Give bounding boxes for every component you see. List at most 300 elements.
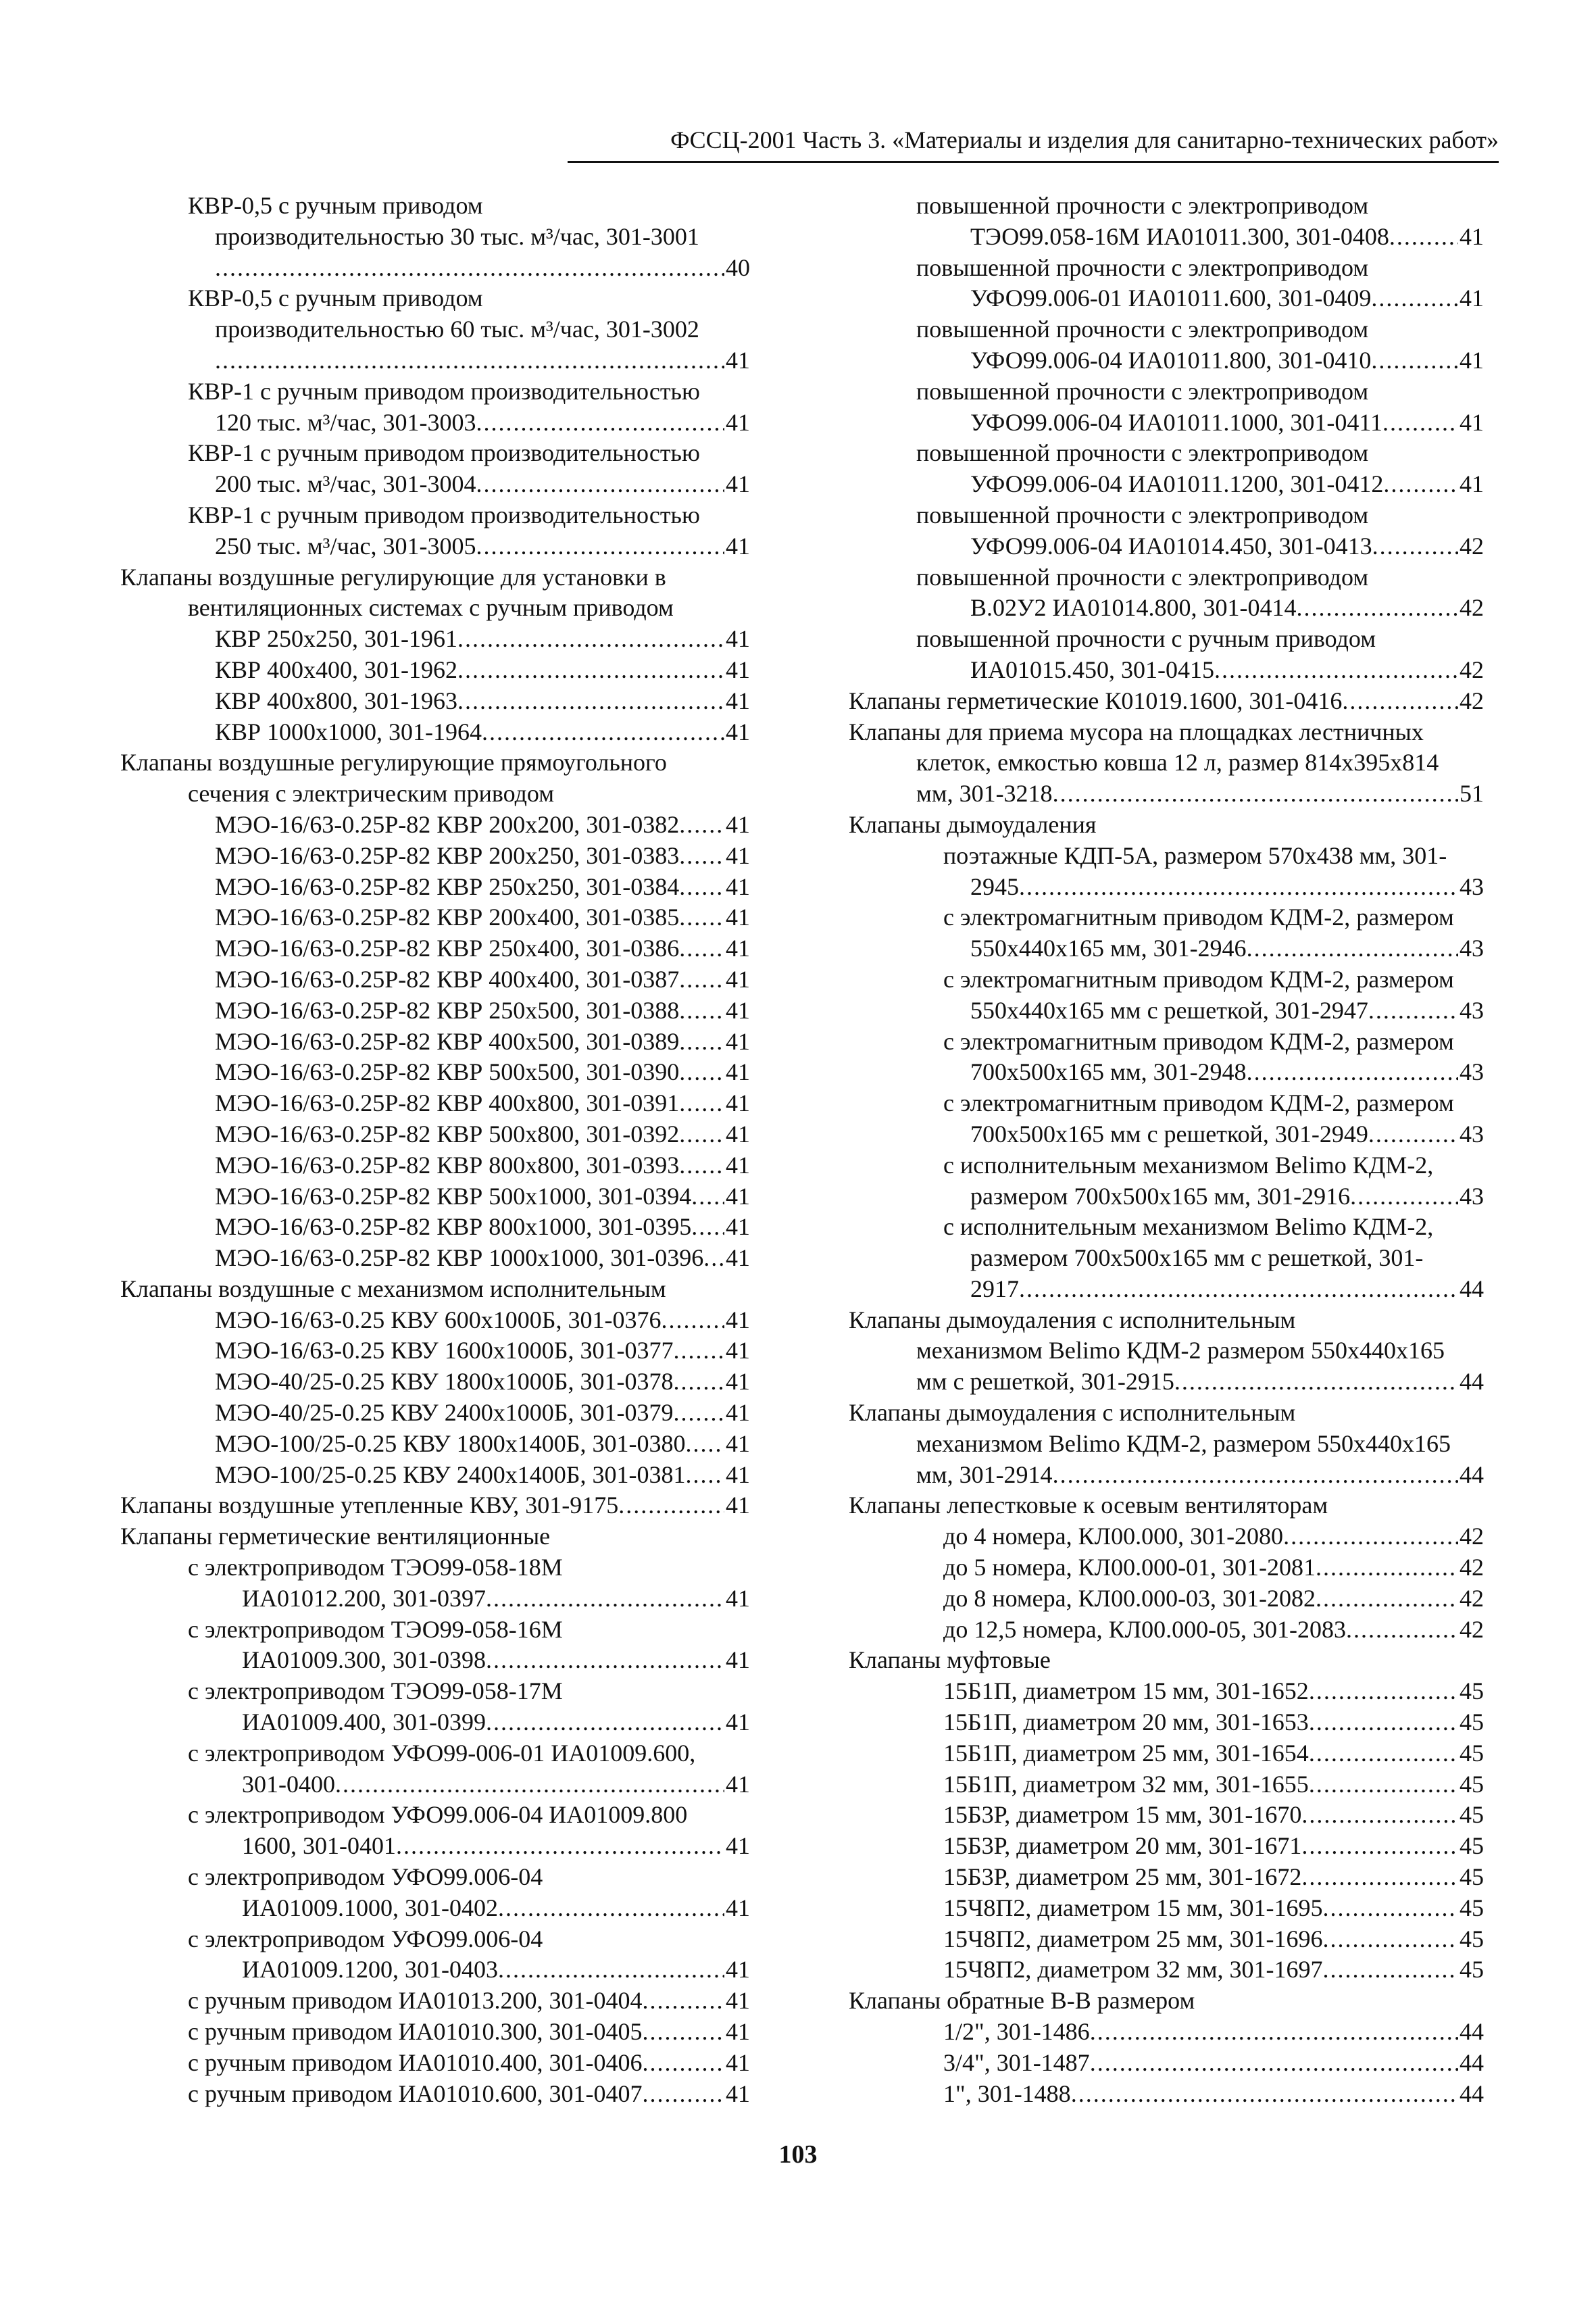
index-entry (849, 1707, 1484, 1738)
index-entry (849, 1398, 1484, 1429)
entry-page-number: 42 (1460, 656, 1484, 683)
dot-leader (1019, 1274, 1458, 1305)
entry-text: производительностью 60 тыс. м³/час, 301-3002 (215, 316, 699, 343)
dot-leader (685, 1429, 724, 1460)
dot-leader (1323, 1893, 1458, 1924)
dot-leader (703, 1243, 724, 1274)
entry-text: 15Б3Р, диаметром 20 мм, 301-1671 (943, 1832, 1302, 1860)
dot-leader (1371, 283, 1458, 314)
entry-page-number: 41 (726, 2079, 750, 2107)
index-entry (849, 1027, 1484, 1058)
dot-leader (691, 1181, 724, 1212)
entry-page-number: 44 (1460, 1368, 1484, 1396)
entry-page-number: 41 (726, 532, 750, 560)
entry-text: мм с решеткой, 301-2915 (916, 1368, 1174, 1396)
index-entry (849, 1335, 1484, 1367)
index-entry (849, 1676, 1484, 1707)
dot-leader (482, 717, 724, 748)
entry-text: Клапаны воздушные с механизмом исполнительным (120, 1275, 666, 1302)
dot-leader (679, 1088, 724, 1119)
entry-page-number: 44 (1460, 2018, 1484, 2046)
entry-text: УФО99.006-04 ИА01011.1200, 301-0412 (970, 470, 1384, 498)
entry-page-number: 41 (726, 718, 750, 745)
dot-leader (1301, 1862, 1458, 1893)
entry-text: с электроприводом УФО99.006-04 (188, 1863, 543, 1891)
index-entry (849, 686, 1484, 717)
entry-text: Клапаны герметические К01019.1600, 301-0416 (849, 687, 1343, 714)
index-entry (120, 1335, 750, 1367)
index-entry (849, 1490, 1484, 1521)
entry-text: до 4 номера, КЛ00.000, 301-2080 (943, 1523, 1284, 1550)
index-entry (120, 1150, 750, 1181)
entry-text: с электроприводом ТЭО99-058-18М (188, 1554, 563, 1581)
index-entry (849, 345, 1484, 376)
index-entry (120, 1305, 750, 1336)
dot-leader (643, 2048, 725, 2079)
entry-text: Клапаны воздушные утепленные КВУ, 301-9175 (120, 1492, 619, 1519)
entry-page-number: 41 (726, 1182, 750, 1210)
entry-text: повышенной прочности с электроприводом (916, 501, 1369, 528)
dot-leader (1090, 2017, 1458, 2048)
entry-text: размером 700х500х165 мм с решеткой, 301- (970, 1244, 1424, 1272)
index-entry (120, 841, 750, 872)
entry-page-number: 45 (1460, 1925, 1484, 1952)
dot-leader (486, 1583, 724, 1615)
entry-text: 1/2", 301-1486 (943, 2018, 1090, 2046)
dot-leader (661, 1305, 724, 1336)
dot-leader (1383, 469, 1458, 500)
entry-page-number: 41 (726, 1027, 750, 1055)
dot-leader (679, 1027, 724, 1058)
entry-text: 15Ч8П2, диаметром 32 мм, 301-1697 (943, 1956, 1323, 1984)
index-entry (120, 810, 750, 841)
entry-text: МЭО-16/63-0.25Р-82 КВР 800х800, 301-0393 (215, 1151, 680, 1179)
entry-text: повышенной прочности с электроприводом (916, 192, 1369, 219)
index-entry (849, 1305, 1484, 1336)
dot-leader (673, 1335, 724, 1367)
dot-leader (679, 1119, 724, 1150)
dot-leader (1214, 655, 1458, 686)
dot-leader (691, 1212, 724, 1243)
entry-text: Клапаны дымоудаления с исполнительным (849, 1306, 1296, 1333)
dot-leader (486, 1707, 724, 1738)
index-entry (120, 1893, 750, 1924)
entry-text: 15Б1П, диаметром 15 мм, 301-1652 (943, 1677, 1309, 1705)
index-entry (120, 1800, 750, 1831)
entry-page-number: 41 (1460, 222, 1484, 250)
index-entry (120, 933, 750, 964)
entry-text: МЭО-16/63-0.25Р-82 КВР 400х800, 301-0391 (215, 1089, 680, 1117)
entry-page-number: 41 (726, 1120, 750, 1148)
index-entry (849, 964, 1484, 995)
entry-page-number: 41 (726, 935, 750, 962)
dot-leader (1071, 2079, 1458, 2110)
entry-text: УФО99.006-01 ИА01011.600, 301-0409 (970, 285, 1372, 312)
entry-page-number: 41 (726, 1492, 750, 1519)
entry-page-number: 42 (1460, 687, 1484, 714)
dot-leader (673, 1367, 724, 1398)
entry-text: с исполнительным механизмом Belimo КДМ-2, (943, 1151, 1434, 1179)
entry-page-number: 41 (726, 687, 750, 714)
entry-page-number: 44 (1460, 1460, 1484, 1488)
index-entry (849, 655, 1484, 686)
entry-text: КВР 250х250, 301-1961 (215, 625, 458, 653)
entry-text: ИА01012.200, 301-0397 (242, 1584, 486, 1612)
index-entry (849, 2048, 1484, 2079)
dot-leader (335, 1769, 724, 1800)
entry-page-number: 42 (1460, 1523, 1484, 1550)
entry-page-number: 41 (726, 2018, 750, 2046)
entry-text: Клапаны дымоудаления (849, 810, 1097, 838)
entry-page-number: 43 (1460, 1058, 1484, 1086)
entry-text: ИА01009.1200, 301-0403 (242, 1956, 498, 1984)
entry-page-number: 43 (1460, 935, 1484, 962)
index-entry (120, 2048, 750, 2079)
entry-text: производительностью 30 тыс. м³/час, 301-3001 (215, 222, 699, 250)
index-entry (120, 500, 750, 531)
dot-leader (215, 253, 724, 284)
index-entry (120, 1769, 750, 1800)
dot-leader (1323, 1954, 1458, 1986)
index-entry (849, 995, 1484, 1027)
entry-page-number: 43 (1460, 872, 1484, 900)
dot-leader (679, 902, 724, 933)
index-entry (120, 1831, 750, 1862)
entry-page-number: 41 (726, 1213, 750, 1241)
dot-leader (643, 1986, 725, 2017)
entry-text: до 5 номера, КЛ00.000-01, 301-2081 (943, 1554, 1316, 1581)
entry-page-number: 41 (726, 1460, 750, 1488)
index-entry (849, 469, 1484, 500)
index-entry (849, 1769, 1484, 1800)
entry-text: поэтажные КДП-5А, размером 570х438 мм, 301- (943, 841, 1447, 869)
entry-text: КВР-1 с ручным приводом производительностью (188, 439, 700, 467)
entry-page-number: 45 (1460, 1801, 1484, 1829)
index-column-left (120, 191, 750, 2109)
dot-leader (215, 345, 724, 376)
dot-leader (679, 1150, 724, 1181)
entry-text: повышенной прочности с электроприводом (916, 439, 1369, 467)
dot-leader (1053, 1460, 1458, 1491)
entry-page-number: 41 (726, 346, 750, 374)
entry-text: 15Б3Р, диаметром 25 мм, 301-1672 (943, 1863, 1302, 1891)
entry-text: повышенной прочности с электроприводом (916, 563, 1369, 591)
entry-page-number: 41 (726, 1244, 750, 1272)
entry-page-number: 41 (726, 1429, 750, 1457)
entry-page-number: 41 (726, 1089, 750, 1117)
entry-page-number: 41 (1460, 346, 1484, 374)
entry-text: Клапаны герметические вентиляционные (120, 1523, 551, 1550)
dot-leader (1283, 1521, 1458, 1552)
index-entry (849, 1057, 1484, 1088)
index-entry (849, 1645, 1484, 1676)
entry-text: МЭО-16/63-0.25Р-82 КВР 400х400, 301-0387 (215, 965, 680, 993)
entry-text: до 8 номера, КЛ00.000-03, 301-2082 (943, 1584, 1316, 1612)
index-entry (120, 995, 750, 1027)
index-entry (120, 531, 750, 562)
entry-page-number: 41 (726, 1584, 750, 1612)
dot-leader (1301, 1831, 1458, 1862)
index-entry (849, 1954, 1484, 1986)
entry-page-number: 41 (726, 965, 750, 993)
index-entry (849, 872, 1484, 903)
entry-text: 700х500х165 мм с решеткой, 301-2949 (970, 1120, 1368, 1148)
entry-text: МЭО-16/63-0.25Р-82 КВР 250х400, 301-0386 (215, 935, 680, 962)
index-entry (849, 1583, 1484, 1615)
entry-page-number: 44 (1460, 1275, 1484, 1302)
index-entry (849, 841, 1484, 872)
index-entry (120, 1088, 750, 1119)
entry-page-number: 45 (1460, 1863, 1484, 1891)
entry-text: механизмом Belimo КДМ-2 размером 550х440х165 (916, 1337, 1445, 1364)
entry-page-number: 41 (726, 872, 750, 900)
index-entry (849, 1986, 1484, 2017)
dot-leader (1309, 1769, 1458, 1800)
entry-text: УФО99.006-04 ИА01011.800, 301-0410 (970, 346, 1372, 374)
index-entry (120, 1521, 750, 1552)
index-entry (120, 2017, 750, 2048)
entry-text: МЭО-16/63-0.25Р-82 КВР 250х250, 301-0384 (215, 872, 680, 900)
index-entry (849, 283, 1484, 314)
index-entry (849, 717, 1484, 748)
entry-text: 1", 301-1488 (943, 2079, 1071, 2107)
entry-text: МЭО-16/63-0.25Р-82 КВР 500х800, 301-0392 (215, 1120, 680, 1148)
index-entry (849, 747, 1484, 779)
index-entry (849, 1212, 1484, 1243)
dot-leader (673, 1398, 724, 1429)
entry-page-number: 45 (1460, 1832, 1484, 1860)
entry-text: ИА01009.400, 301-0399 (242, 1708, 486, 1736)
index-entry (849, 376, 1484, 408)
index-entry (120, 2079, 750, 2110)
entry-text: 1600, 301-0401 (242, 1832, 396, 1860)
index-entry (120, 593, 750, 624)
dot-leader (1019, 872, 1458, 903)
entry-text: ИА01009.1000, 301-0402 (242, 1894, 498, 1921)
entry-text: Клапаны дымоудаления с исполнительным (849, 1399, 1296, 1427)
index-entry (849, 902, 1484, 933)
index-entry (849, 531, 1484, 562)
entry-text: 2945 (970, 872, 1019, 900)
dot-leader (1296, 593, 1458, 624)
index-entry (849, 2079, 1484, 2110)
index-entry (120, 1181, 750, 1212)
index-entry (120, 686, 750, 717)
index-entry (120, 1862, 750, 1893)
index-entry (849, 1800, 1484, 1831)
index-entry (849, 2017, 1484, 2048)
entry-page-number: 41 (726, 1956, 750, 1984)
dot-leader (1301, 1800, 1458, 1831)
index-entry (120, 779, 750, 810)
index-entry (120, 1027, 750, 1058)
dot-leader (1368, 995, 1458, 1027)
index-entry (120, 222, 750, 253)
entry-text: 301-0400 (242, 1770, 335, 1798)
entry-text: мм, 301-2914 (916, 1460, 1053, 1488)
dot-leader (679, 810, 724, 841)
index-entry (120, 1924, 750, 1955)
index-entry (849, 438, 1484, 469)
index-entry (120, 902, 750, 933)
dot-leader (679, 933, 724, 964)
entry-page-number: 42 (1460, 1554, 1484, 1581)
index-entry (120, 253, 750, 284)
index-entry (849, 253, 1484, 284)
entry-text: повышенной прочности с электроприводом (916, 253, 1369, 281)
entry-page-number: 41 (726, 810, 750, 838)
index-entry (120, 624, 750, 655)
index-entry (120, 1645, 750, 1676)
entry-text: 15Б1П, диаметром 20 мм, 301-1653 (943, 1708, 1309, 1736)
entry-text: 550х440х165 мм с решеткой, 301-2947 (970, 996, 1368, 1024)
dot-leader (486, 1645, 724, 1676)
entry-text: УФО99.006-04 ИА01011.1000, 301-0411 (970, 408, 1382, 436)
entry-text: МЭО-40/25-0.25 КВУ 1800х1000Б, 301-0378 (215, 1368, 674, 1396)
dot-leader (643, 2017, 725, 2048)
index-entry (120, 1676, 750, 1707)
dot-leader (1350, 1181, 1458, 1212)
entry-text: с электромагнитным приводом КДМ-2, размером (943, 904, 1454, 931)
index-entry (120, 747, 750, 779)
dot-leader (1316, 1583, 1458, 1615)
index-entry (120, 1583, 750, 1615)
index-entry (849, 1181, 1484, 1212)
dot-leader (1323, 1924, 1458, 1955)
entry-text: КВР 400х800, 301-1963 (215, 687, 458, 714)
entry-text: КВР-0,5 с ручным приводом (188, 285, 483, 312)
dot-leader (1382, 408, 1458, 439)
dot-leader (679, 1057, 724, 1088)
entry-page-number: 41 (726, 841, 750, 869)
index-entry (120, 1552, 750, 1583)
entry-text: МЭО-16/63-0.25 КВУ 600х1000Б, 301-0376 (215, 1306, 662, 1333)
index-entry (849, 1150, 1484, 1181)
entry-page-number: 45 (1460, 1677, 1484, 1705)
dot-leader (679, 841, 724, 872)
index-entry (849, 1924, 1484, 1955)
entry-text: с ручным приводом ИА01013.200, 301-0404 (188, 1987, 643, 2015)
entry-text: КВР 1000х1000, 301-1964 (215, 718, 482, 745)
entry-page-number: 45 (1460, 1739, 1484, 1767)
entry-text: с ручным приводом ИА01010.400, 301-0406 (188, 2048, 643, 2076)
index-entry (120, 1243, 750, 1274)
entry-page-number: 42 (1460, 594, 1484, 622)
entry-page-number: 41 (726, 2048, 750, 2076)
entry-page-number: 41 (726, 656, 750, 683)
entry-page-number: 42 (1460, 1584, 1484, 1612)
index-entry (849, 1615, 1484, 1646)
dot-leader (1342, 686, 1458, 717)
entry-text: МЭО-16/63-0.25Р-82 КВР 400х500, 301-0389 (215, 1027, 680, 1055)
index-entry (120, 1212, 750, 1243)
entry-text: МЭО-16/63-0.25Р-82 КВР 200х400, 301-0385 (215, 904, 680, 931)
index-entry (120, 1274, 750, 1305)
entry-text: 15Б1П, диаметром 32 мм, 301-1655 (943, 1770, 1309, 1798)
entry-page-number: 41 (726, 1058, 750, 1086)
index-entry (849, 1243, 1484, 1274)
entry-page-number: 45 (1460, 1956, 1484, 1984)
dot-leader (618, 1490, 724, 1521)
index-entry (849, 314, 1484, 345)
entry-text: повышенной прочности с электроприводом (916, 316, 1369, 343)
entry-text: Клапаны воздушные регулирующие для установки в (120, 563, 666, 591)
dot-leader (1053, 779, 1458, 810)
dot-leader (1309, 1676, 1458, 1707)
entry-text: механизмом Belimo КДМ-2, размером 550х440х165 (916, 1429, 1451, 1457)
entry-text: 200 тыс. м³/час, 301-3004 (215, 470, 476, 498)
index-entry (849, 810, 1484, 841)
entry-page-number: 42 (1460, 1615, 1484, 1643)
index-entry (120, 1119, 750, 1150)
entry-text: с электроприводом УФО99.006-04 (188, 1925, 543, 1952)
entry-text: ИА01015.450, 301-0415 (970, 656, 1214, 683)
entry-text: сечения с электрическим приводом (188, 780, 555, 808)
entry-text: МЭО-16/63-0.25Р-82 КВР 250х500, 301-0388 (215, 996, 680, 1024)
entry-text: с электроприводом ТЭО99-058-17М (188, 1677, 563, 1705)
entry-text: МЭО-16/63-0.25Р-82 КВР 500х1000, 301-0394 (215, 1182, 692, 1210)
entry-text: с исполнительным механизмом Belimo КДМ-2, (943, 1213, 1434, 1241)
index-entry (849, 500, 1484, 531)
index-entry (120, 1367, 750, 1398)
dot-leader (643, 2079, 725, 2110)
entry-page-number: 44 (1460, 2048, 1484, 2076)
dot-leader (1389, 222, 1458, 253)
index-entry (120, 1398, 750, 1429)
entry-page-number: 41 (726, 1151, 750, 1179)
index-entry (120, 314, 750, 345)
entry-page-number: 43 (1460, 1182, 1484, 1210)
dot-leader (1372, 531, 1458, 562)
entry-page-number: 45 (1460, 1708, 1484, 1736)
entry-text: с электромагнитным приводом КДМ-2, размером (943, 965, 1454, 993)
index-entry (849, 1738, 1484, 1769)
entry-page-number: 41 (726, 1399, 750, 1427)
entry-text: КВР-1 с ручным приводом производительностью (188, 377, 700, 405)
dot-leader (1247, 933, 1458, 964)
dot-leader (1309, 1738, 1458, 1769)
entry-text: с электроприводом УФО99.006-04 ИА01009.800 (188, 1801, 688, 1829)
entry-text: 15Б1П, диаметром 25 мм, 301-1654 (943, 1739, 1309, 1767)
entry-text: КВР 400х400, 301-1962 (215, 656, 458, 683)
index-entry (120, 1986, 750, 2017)
entry-text: ИА01009.300, 301-0398 (242, 1646, 486, 1674)
entry-text: с электромагнитным приводом КДМ-2, размером (943, 1027, 1454, 1055)
index-entry (849, 408, 1484, 439)
index-entry (120, 562, 750, 593)
dot-leader (476, 469, 724, 500)
entry-text: Клапаны муфтовые (849, 1646, 1051, 1674)
entry-page-number: 41 (726, 1832, 750, 1860)
entry-text: с электромагнитным приводом КДМ-2, размером (943, 1089, 1454, 1117)
index-entry (120, 283, 750, 314)
entry-page-number: 41 (726, 996, 750, 1024)
entry-text: Клапаны обратные В-В размером (849, 1987, 1195, 2015)
dot-leader (498, 1954, 724, 1986)
index-entry (120, 469, 750, 500)
dot-leader (1247, 1057, 1458, 1088)
entry-text: повышенной прочности с электроприводом (916, 377, 1369, 405)
entry-text: размером 700х500х165 мм, 301-2916 (970, 1182, 1351, 1210)
dot-leader (476, 531, 724, 562)
index-entry (849, 1119, 1484, 1150)
entry-text: МЭО-16/63-0.25Р-82 КВР 500х500, 301-0390 (215, 1058, 680, 1086)
entry-text: 15Б3Р, диаметром 15 мм, 301-1670 (943, 1801, 1302, 1829)
index-entry (120, 345, 750, 376)
index-entry (849, 1460, 1484, 1491)
entry-page-number: 44 (1460, 2079, 1484, 2107)
dot-leader (1316, 1552, 1458, 1583)
